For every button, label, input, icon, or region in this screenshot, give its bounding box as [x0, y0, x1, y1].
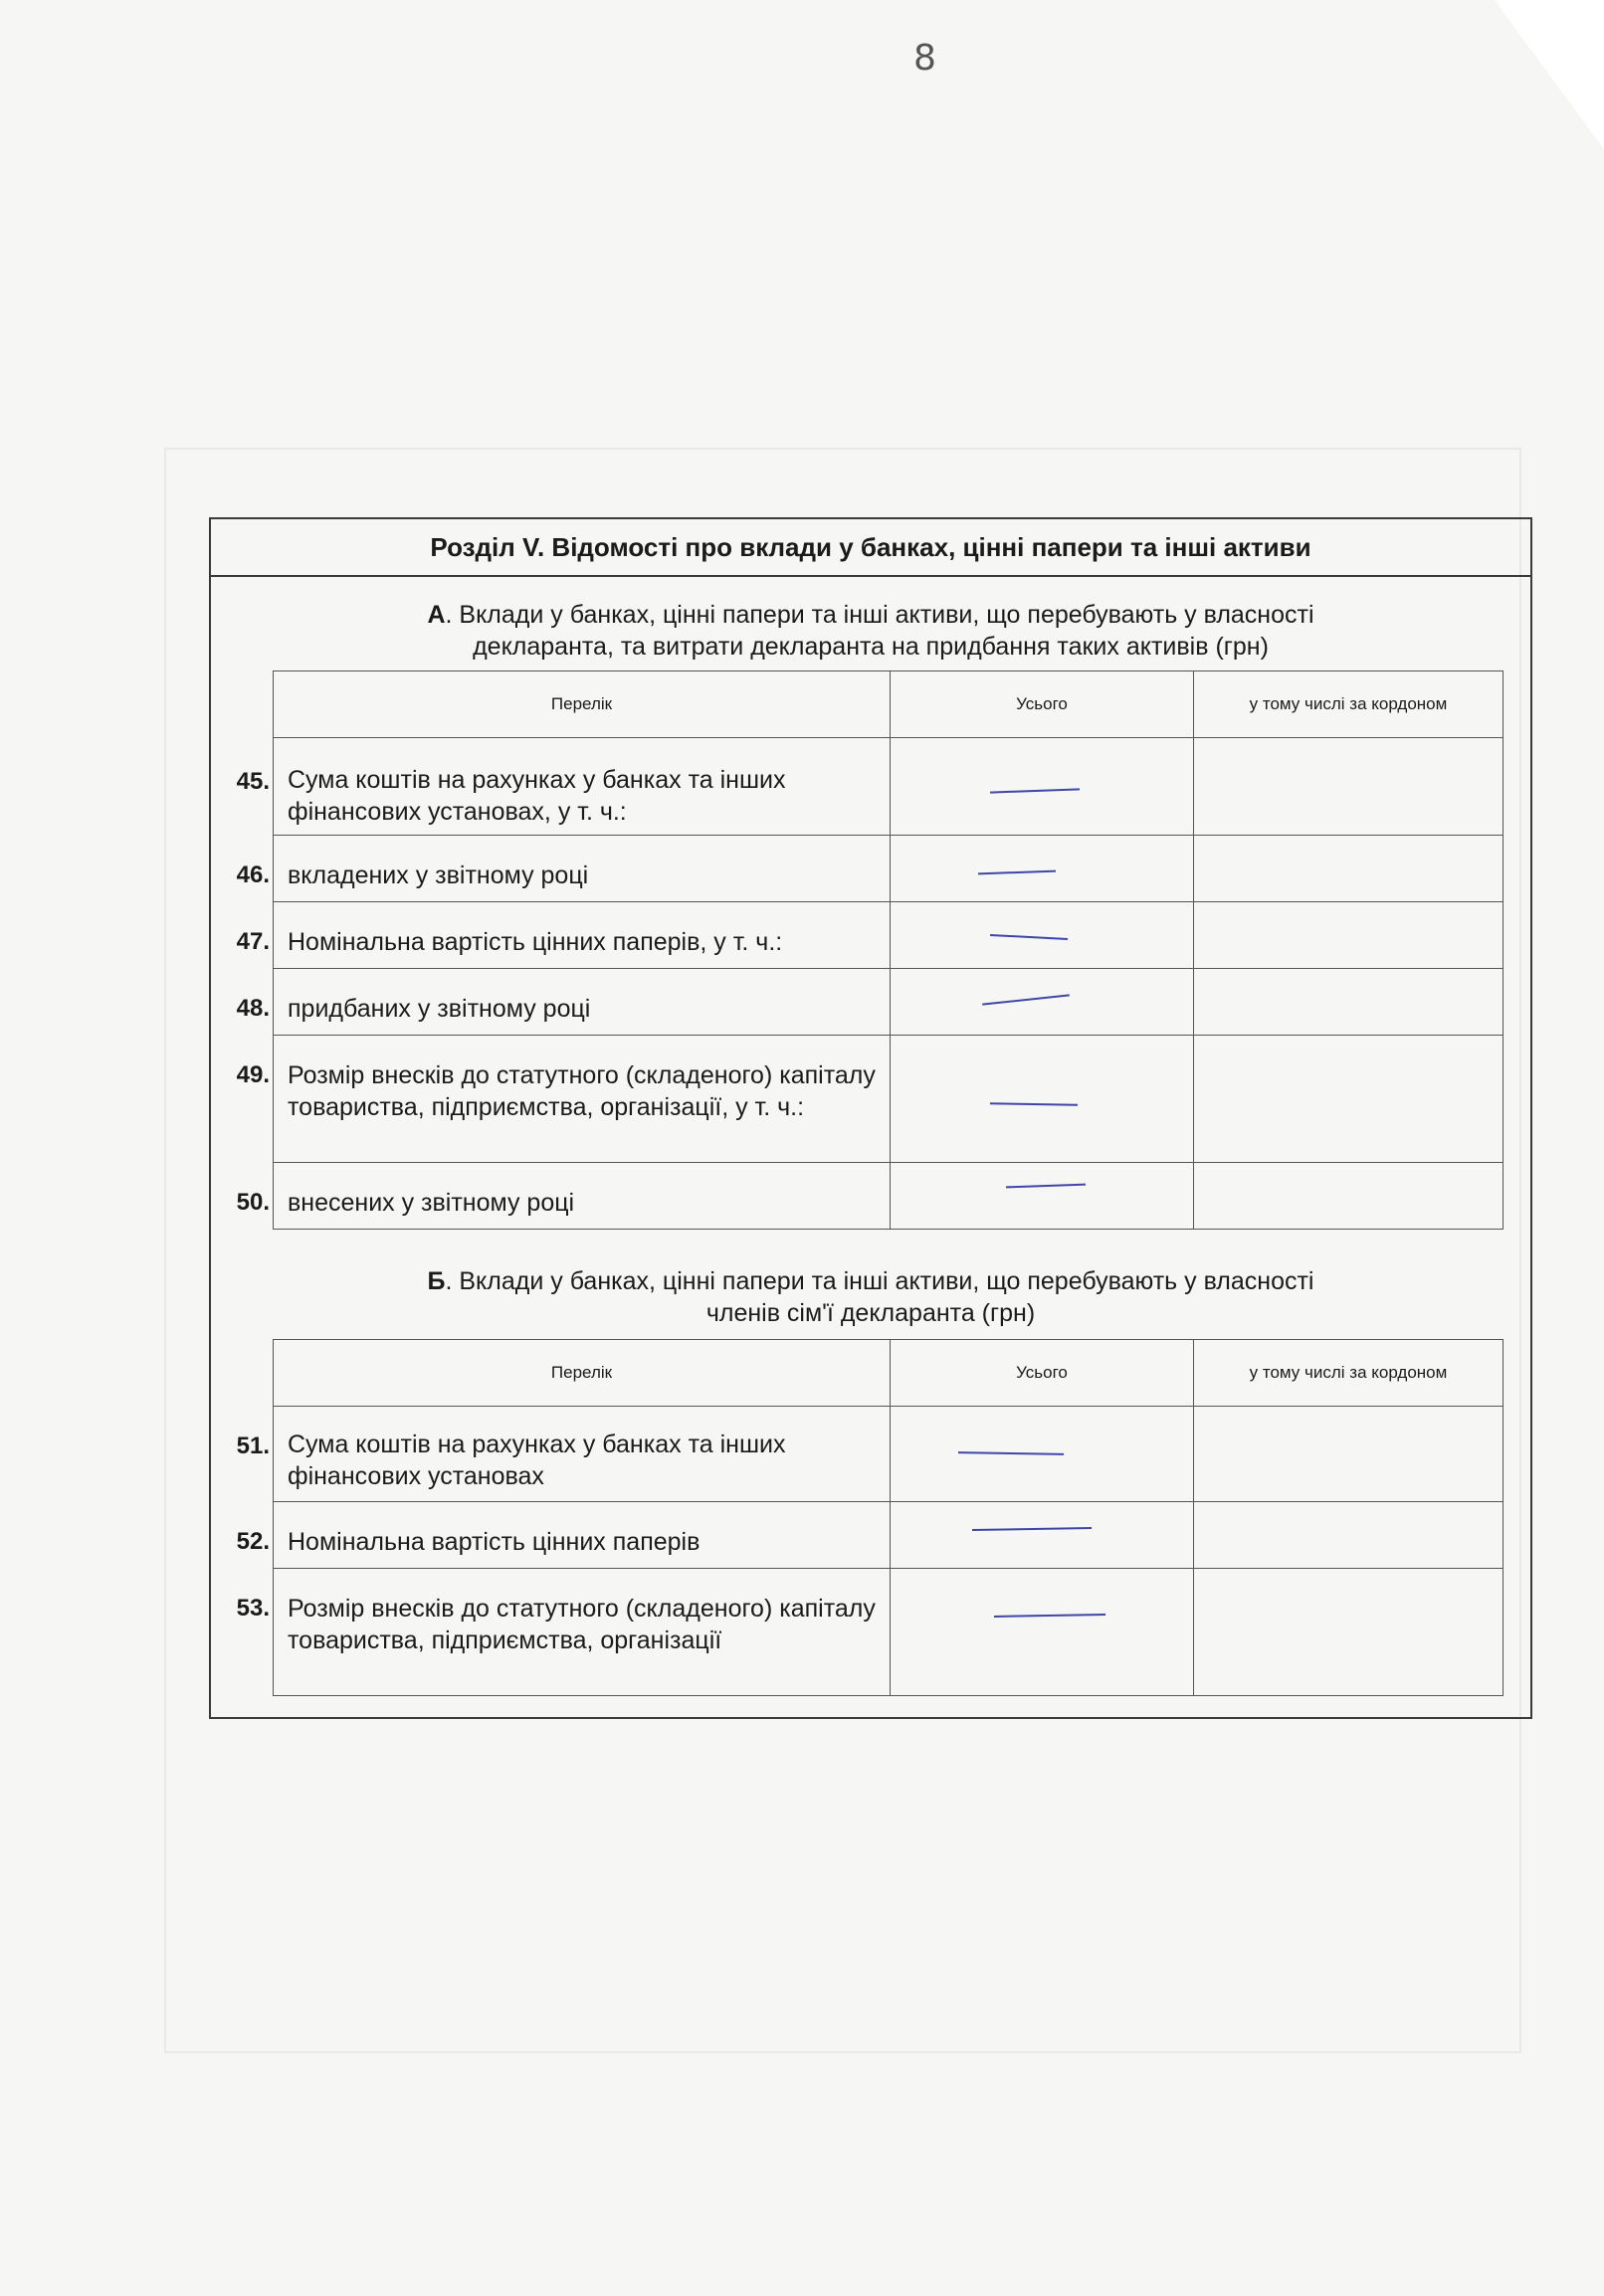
table-row — [274, 969, 1504, 1036]
part-b-heading — [211, 1265, 1530, 1329]
row-number: 52. — [236, 1528, 270, 1555]
row-number: 50. — [236, 1189, 270, 1216]
table-row — [274, 1569, 1504, 1696]
table-header-row — [274, 1340, 1504, 1407]
row-number: 47. — [236, 928, 270, 955]
total-dash-mark — [958, 1451, 1064, 1455]
abroad-cell — [1194, 836, 1504, 902]
abroad-cell — [1194, 1407, 1504, 1502]
abroad-cell — [1194, 1502, 1504, 1569]
table-header-row — [274, 671, 1504, 738]
total-dash-mark — [982, 994, 1070, 1005]
part-a-heading-line2: декларанта, та витрати декларанта на придбання таких активів (грн) — [473, 633, 1269, 661]
part-b-table — [236, 1339, 1504, 1696]
row-number: 51. — [236, 1433, 270, 1459]
total-dash-mark — [990, 788, 1080, 793]
table-row — [274, 1036, 1504, 1163]
row-label: Номінальна вартість цінних паперів — [288, 1528, 701, 1556]
part-a-letter: А — [427, 601, 446, 629]
row-label: Розмір внесків до статутного (складеного) капіталу товариства, підприємства, організації — [288, 1595, 876, 1654]
part-b-letter: Б — [427, 1267, 446, 1295]
row-label: Номінальна вартість цінних паперів, у т. ч.: — [288, 928, 783, 956]
row-label: вкладених у звітному році — [288, 861, 589, 889]
table-row — [274, 1502, 1504, 1569]
total-dash-mark — [972, 1527, 1092, 1531]
section-v-frame — [209, 517, 1532, 1719]
table-row — [274, 1407, 1504, 1502]
row-label: Розмір внесків до статутного (складеного) капіталу товариства, підприємства, організації, у т. ч.: — [288, 1061, 876, 1121]
abroad-cell — [1194, 738, 1504, 836]
row-number: 46. — [236, 861, 270, 888]
total-dash-mark — [994, 1614, 1105, 1618]
row-label: Сума коштів на рахунках у банках та інших фінансових установах, у т. ч.: — [288, 766, 786, 826]
abroad-cell — [1194, 1569, 1504, 1696]
abroad-cell — [1194, 1036, 1504, 1163]
row-number: 45. — [236, 768, 270, 795]
abroad-cell — [1194, 969, 1504, 1036]
part-a-heading — [211, 599, 1530, 663]
row-label: придбаних у звітному році — [288, 995, 591, 1023]
abroad-cell — [1194, 1163, 1504, 1230]
folded-page-corner — [1495, 0, 1604, 149]
page-number: 8 — [913, 38, 936, 79]
row-label: внесених у звітному році — [288, 1189, 575, 1217]
table-row — [274, 1163, 1504, 1230]
row-number: 48. — [236, 995, 270, 1022]
table-row — [274, 836, 1504, 902]
col-header-abroad: у тому числі за кордоном — [1194, 671, 1504, 738]
section-title: Розділ V. Відомості про вклади у банках, цінні папери та інші активи — [211, 519, 1530, 577]
col-header-list: Перелік — [274, 1340, 891, 1407]
total-dash-mark — [990, 934, 1068, 940]
col-header-total: Усього — [891, 1340, 1194, 1407]
part-b-heading-line2: членів сім'ї декларанта (грн) — [705, 1299, 1036, 1327]
row-number: 49. — [236, 1061, 270, 1088]
row-label: Сума коштів на рахунках у банках та інших фінансових установах — [288, 1431, 786, 1490]
table-row — [274, 902, 1504, 969]
row-number: 53. — [236, 1595, 270, 1622]
total-dash-mark — [1006, 1184, 1086, 1189]
abroad-cell — [1194, 902, 1504, 969]
table-row — [274, 738, 1504, 836]
total-dash-mark — [990, 1102, 1078, 1106]
total-dash-mark — [978, 870, 1056, 875]
part-a-table — [236, 670, 1504, 1230]
col-header-total: Усього — [891, 671, 1194, 738]
part-b-heading-line1: . Вклади у банках, цінні папери та інші активи, що перебувають у власності — [445, 1267, 1314, 1295]
part-a-heading-line1: . Вклади у банках, цінні папери та інші активи, що перебувають у власності — [445, 601, 1314, 629]
col-header-abroad: у тому числі за кордоном — [1194, 1340, 1504, 1407]
col-header-list: Перелік — [274, 671, 891, 738]
